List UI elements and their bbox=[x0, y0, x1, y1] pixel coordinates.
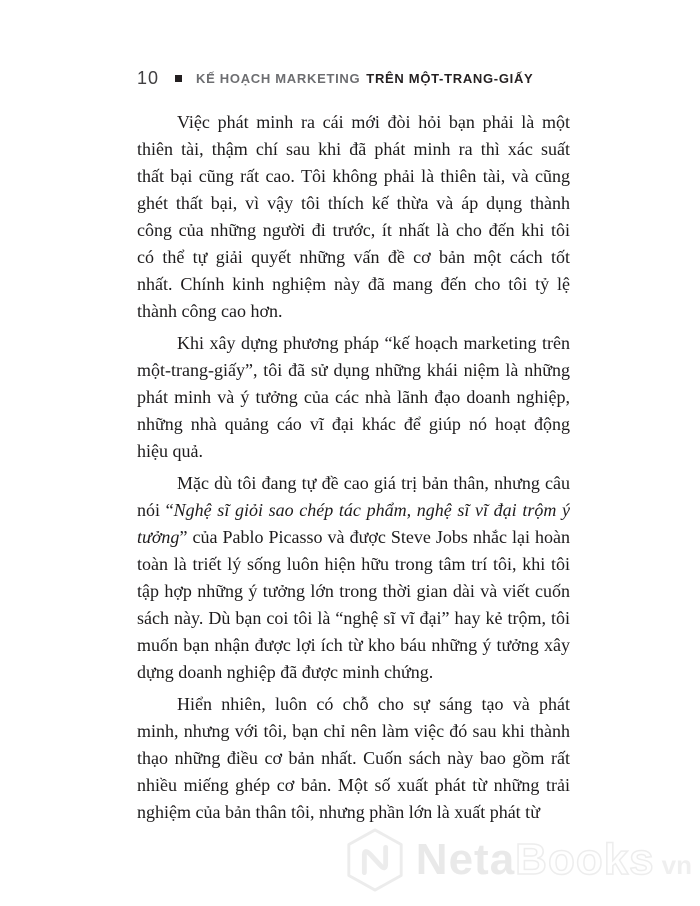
text-line: sách này. Dù bạn coi tôi là “nghệ sĩ vĩ đại” hay kẻ trộm, tôi bbox=[137, 608, 570, 628]
text-line: nói “Nghệ sĩ giỏi sao chép tác phẩm, nghệ sĩ vĩ đại trộm ý bbox=[137, 500, 570, 520]
watermark-text-tld: vn bbox=[661, 849, 692, 880]
netabooks-logo-icon bbox=[344, 828, 406, 892]
text-line: tưởng” của Pablo Picasso và được Steve Jobs nhắc lại hoàn bbox=[137, 527, 570, 547]
text-line: có thể tự giải quyết những vấn đề cơ bản một cách tốt bbox=[137, 247, 570, 267]
watermark bbox=[344, 828, 692, 892]
text-line: minh, nhưng với tôi, bạn chỉ nên làm việc đó sau khi thành bbox=[137, 721, 570, 741]
text-line: phát minh và ý tưởng của các nhà lãnh đạo doanh nghiệp, bbox=[137, 387, 570, 407]
text-line: công của những người đi trước, ít nhất là cho đến khi tôi bbox=[137, 220, 570, 240]
text-line: tập hợp những ý tưởng lớn trong thời gian dài và viết cuốn bbox=[137, 581, 570, 601]
text-line: những nhà quảng cáo vĩ đại khác để giúp nó hoạt động bbox=[137, 414, 570, 434]
text-line: nhiều miếng ghép cơ bản. Một số xuất phát từ những trải bbox=[137, 775, 570, 795]
paragraph bbox=[137, 330, 570, 465]
running-head-title: TRÊN MỘT-TRANG-GIẤY bbox=[366, 71, 534, 86]
text-line: toàn là triết lý sống luôn hiện hữu trong tâm trí tôi, khi tôi bbox=[137, 554, 570, 574]
paragraph bbox=[137, 691, 570, 826]
text-line: ghét thất bại, vì vậy tôi thích kế thừa và áp dụng thành bbox=[137, 193, 570, 213]
paragraph bbox=[137, 109, 570, 325]
text-line: Khi xây dựng phương pháp “kế hoạch marketing trên bbox=[177, 333, 570, 353]
page-number: 10 bbox=[137, 68, 160, 88]
text-line: Hiển nhiên, luôn có chỗ cho sự sáng tạo và phát bbox=[177, 694, 570, 714]
text-line: nhất. Chính kinh nghiệm này đã mang đến cho tôi tỷ lệ bbox=[137, 274, 570, 294]
text-line: thiên tài, thậm chí sau khi đã phát minh ra thì xác suất bbox=[137, 139, 570, 159]
running-head-series: KẾ HOẠCH MARKETING bbox=[196, 71, 361, 86]
text-line: thành công cao hơn. bbox=[137, 301, 283, 321]
text-line: muốn bạn nhận được lợi ích từ kho báu những ý tưởng xây bbox=[137, 635, 570, 655]
text-line: thạo những điều cơ bản nhất. Cuốn sách này bao gồm rất bbox=[137, 748, 570, 768]
text-line: nghiệm của bản thân tôi, nhưng phần lớn là xuất phát từ bbox=[137, 802, 540, 822]
text-line: hiệu quả. bbox=[137, 441, 203, 461]
bullet-icon bbox=[175, 75, 182, 82]
body-text bbox=[137, 109, 570, 826]
text-line: một-trang-giấy”, tôi đã sử dụng những khái niệm là những bbox=[137, 360, 570, 380]
text-line: dựng doanh nghiệp đã được minh chứng. bbox=[137, 662, 434, 682]
paragraph bbox=[137, 470, 570, 686]
text-line: Mặc dù tôi đang tự đề cao giá trị bản thân, nhưng câu bbox=[177, 473, 570, 493]
watermark-text-neta: Neta bbox=[415, 835, 516, 884]
text-line: Việc phát minh ra cái mới đòi hỏi bạn phải là một bbox=[177, 112, 570, 132]
watermark-text-books: Books bbox=[515, 835, 655, 884]
text-line: thất bại cũng rất cao. Tôi không phải là thiên tài, và cũng bbox=[137, 166, 570, 186]
page-header bbox=[137, 68, 533, 89]
